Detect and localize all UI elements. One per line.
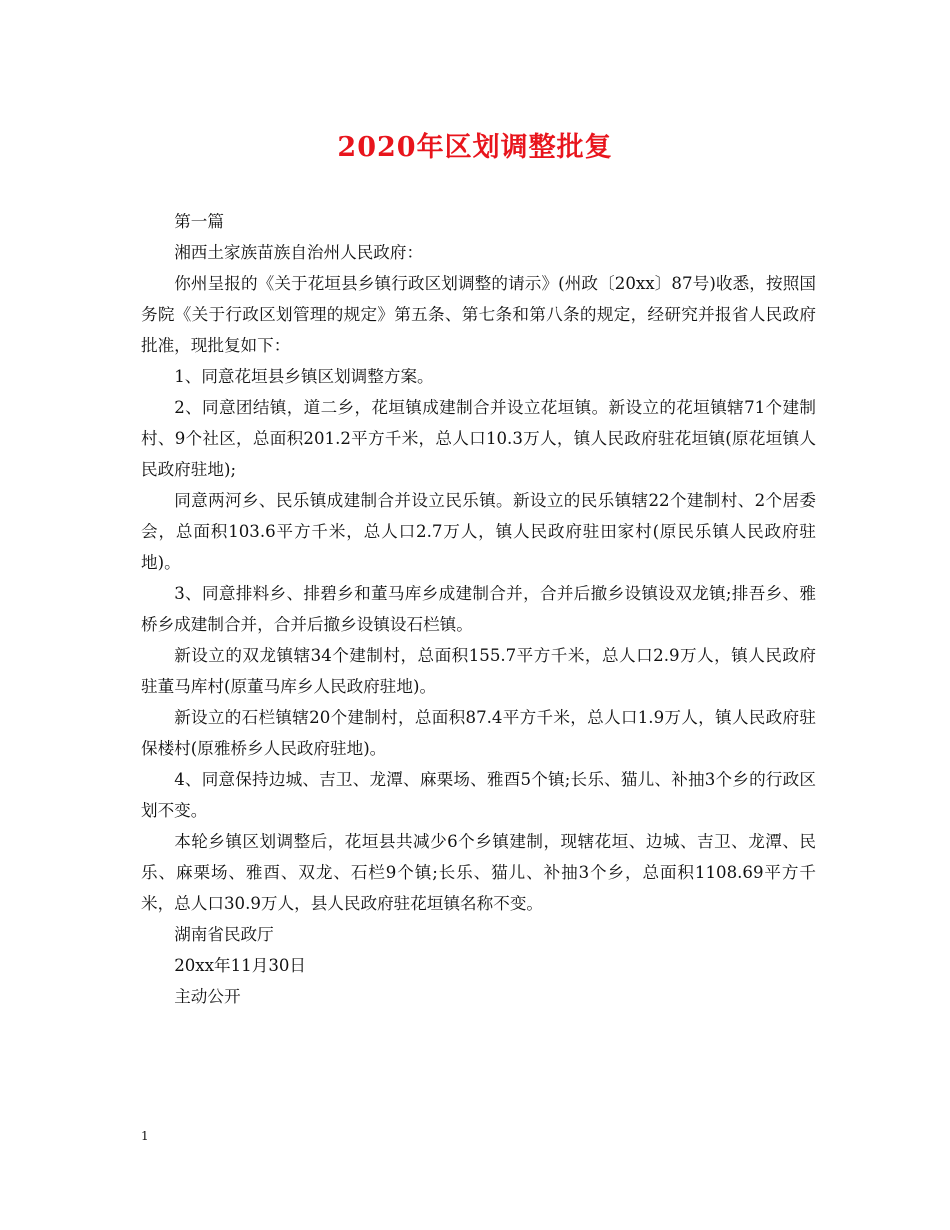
body-paragraph: 4、同意保持边城、吉卫、龙潭、麻栗场、雅酉5个镇;长乐、猫儿、补抽3个乡的行政区划不变。 <box>141 770 816 820</box>
section-heading: 第一篇 <box>174 212 224 231</box>
body-paragraph: 新设立的双龙镇辖34个建制村，总面积155.7平方千米，总人口2.9万人，镇人民政府驻董马库村(原董马库乡人民政府驻地)。 <box>141 646 816 696</box>
issuer: 湖南省民政厅 <box>174 925 274 944</box>
body-paragraph: 3、同意排料乡、排碧乡和董马库乡成建制合并，合并后撤乡设镇设双龙镇;排吾乡、雅桥乡成建制合并，合并后撤乡设镇设石栏镇。 <box>141 584 816 634</box>
body-paragraph: 1、同意花垣县乡镇区划调整方案。 <box>174 367 434 386</box>
body-paragraph: 同意两河乡、民乐镇成建制合并设立民乐镇。新设立的民乐镇辖22个建制村、2个居委会，总面积103.6平方千米，总人口2.7万人，镇人民政府驻田家村(原民乐镇人民政府驻地)。 <box>141 491 816 572</box>
body-paragraph: 新设立的石栏镇辖20个建制村，总面积87.4平方千米，总人口1.9万人，镇人民政府驻保楼村(原雅桥乡人民政府驻地)。 <box>141 708 816 758</box>
body-paragraph: 本轮乡镇区划调整后，花垣县共减少6个乡镇建制，现辖花垣、边城、吉卫、龙潭、民乐、麻栗场、雅酉、双龙、石栏9个镇;长乐、猫儿、补抽3个乡，总面积1108.69平方千米，总人口30.9万人，县人民政府驻花垣镇名称不变。 <box>141 832 816 913</box>
addressee: 湘西土家族苗族自治州人民政府： <box>174 243 424 262</box>
body-paragraph: 2、同意团结镇，道二乡，花垣镇成建制合并设立花垣镇。新设立的花垣镇辖71个建制村、9个社区，总面积201.2平方千米，总人口10.3万人，镇人民政府驻花垣镇(原花垣镇人民政府驻地); <box>141 398 816 479</box>
body-paragraph: 你州呈报的《关于花垣县乡镇行政区划调整的请示》(州政〔20xx〕87号)收悉，按照国务院《关于行政区划管理的规定》第五条、第七条和第八条的规定，经研究并报省人民政府批准，现批复如下： <box>141 274 816 355</box>
document-body <box>141 206 816 1012</box>
page-number: 1 <box>141 1129 149 1143</box>
issue-date: 20xx年11月30日 <box>174 956 307 975</box>
document-title: 2020年区划调整批复 <box>337 132 613 163</box>
disclosure-note: 主动公开 <box>174 987 241 1006</box>
